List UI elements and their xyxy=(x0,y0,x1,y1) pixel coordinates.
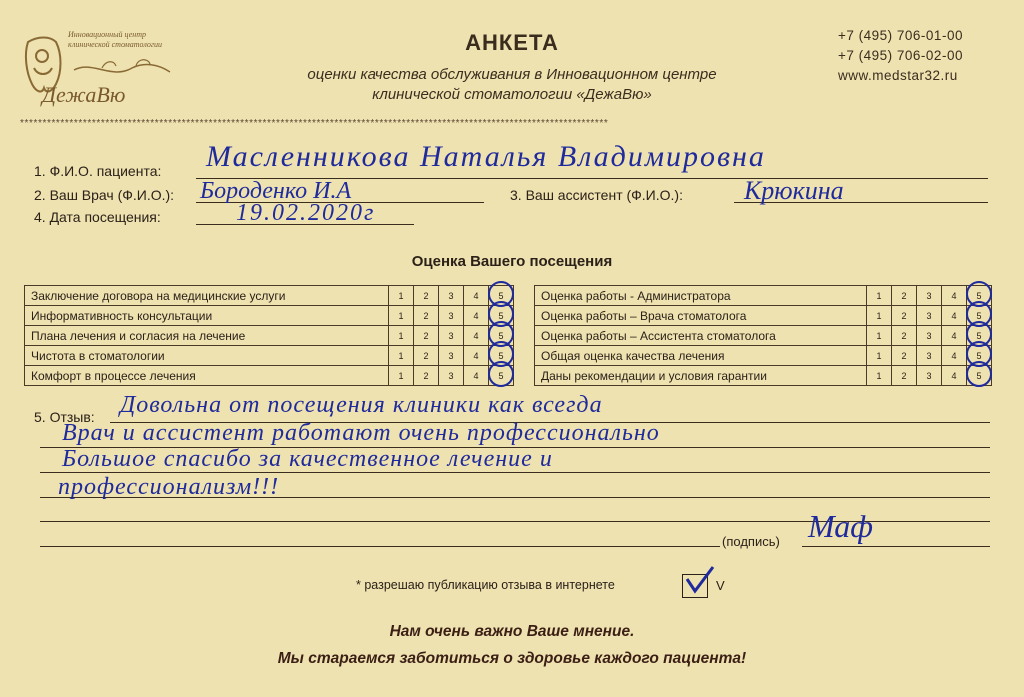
left-row-label: Чистота в стоматологии xyxy=(25,346,389,366)
score-option-3[interactable] xyxy=(439,346,464,366)
score-option-2[interactable] xyxy=(414,306,439,326)
score-option-label: 4 xyxy=(951,310,957,321)
consent-mark: V xyxy=(716,578,725,593)
score-option-3[interactable] xyxy=(439,286,464,306)
right-row-label: Общая оценка качества лечения xyxy=(535,346,867,366)
score-option-label: 2 xyxy=(901,310,907,321)
score-option-label: 4 xyxy=(473,330,479,341)
right-row xyxy=(535,306,992,326)
score-option-4[interactable] xyxy=(942,366,967,386)
doctor-label: 2. Ваш Врач (Ф.И.О.): xyxy=(34,187,175,203)
consent-text: * разрешаю публикацию отзыва в интернете xyxy=(356,578,615,592)
score-option-label: 2 xyxy=(423,350,429,361)
score-option-label: 5 xyxy=(498,350,504,361)
score-option-label: 4 xyxy=(473,310,479,321)
score-option-2[interactable] xyxy=(892,366,917,386)
left-row xyxy=(25,306,514,326)
score-option-label: 5 xyxy=(498,330,504,341)
score-option-label: 1 xyxy=(876,290,882,301)
score-option-label: 2 xyxy=(423,310,429,321)
left-row-label: Информативность консультации xyxy=(25,306,389,326)
score-option-label: 5 xyxy=(976,290,982,301)
logo-name: ДежаВю xyxy=(42,82,126,107)
review-text-4[interactable]: профессионализм!!! xyxy=(58,474,280,500)
rating-section-title: Оценка Вашего посещения xyxy=(411,253,613,270)
score-option-2[interactable] xyxy=(414,366,439,386)
left-row-label: Комфорт в процессе лечения xyxy=(25,366,389,386)
score-option-4[interactable] xyxy=(464,286,489,306)
score-option-5[interactable] xyxy=(967,366,992,386)
website-link[interactable]: www.medstar32.ru xyxy=(838,68,958,83)
score-option-3[interactable] xyxy=(917,286,942,306)
signature: Маф xyxy=(808,508,873,544)
score-option-2[interactable] xyxy=(892,306,917,326)
footer-line-1: Нам очень важно Ваше мнение. xyxy=(389,623,635,640)
patient-name-value[interactable]: Масленникова Наталья Владимировна xyxy=(206,140,766,173)
left-row xyxy=(25,366,514,386)
score-option-label: 2 xyxy=(423,370,429,381)
score-option-label: 1 xyxy=(398,370,404,381)
score-option-label: 5 xyxy=(498,310,504,321)
right-row xyxy=(535,286,992,306)
score-option-label: 2 xyxy=(423,330,429,341)
score-option-label: 2 xyxy=(901,290,907,301)
right-row xyxy=(535,346,992,366)
assistant-value[interactable]: Крюкина xyxy=(744,176,844,205)
form-title: АНКЕТА xyxy=(465,30,559,55)
score-option-4[interactable] xyxy=(464,306,489,326)
score-option-label: 1 xyxy=(876,370,882,381)
score-option-1[interactable] xyxy=(389,366,414,386)
score-option-3[interactable] xyxy=(917,346,942,366)
star-divider: *********************************************************************************************************************************** xyxy=(20,118,609,129)
score-option-1[interactable] xyxy=(867,366,892,386)
signature-label: (подпись) xyxy=(722,534,780,549)
score-option-label: 3 xyxy=(926,330,932,341)
score-option-label: 3 xyxy=(448,290,454,301)
score-option-4[interactable] xyxy=(942,346,967,366)
score-option-label: 1 xyxy=(876,310,882,321)
score-option-3[interactable] xyxy=(439,326,464,346)
score-option-3[interactable] xyxy=(439,306,464,326)
score-option-label: 3 xyxy=(448,350,454,361)
logo-line-1: Инновационный центр xyxy=(68,30,146,39)
score-option-label: 2 xyxy=(901,330,907,341)
score-option-label: 4 xyxy=(951,290,957,301)
right-row xyxy=(535,366,992,386)
score-option-4[interactable] xyxy=(942,306,967,326)
rating-table-left xyxy=(24,285,514,386)
score-option-label: 3 xyxy=(926,350,932,361)
score-option-4[interactable] xyxy=(464,346,489,366)
score-option-label: 5 xyxy=(976,310,982,321)
score-option-3[interactable] xyxy=(917,306,942,326)
score-option-2[interactable] xyxy=(414,346,439,366)
review-label: 5. Отзыв: xyxy=(34,409,95,425)
assistant-label: 3. Ваш ассистент (Ф.И.О.): xyxy=(510,187,683,203)
right-row-label: Оценка работы – Врача стоматолога xyxy=(535,306,867,326)
selected-score-circle xyxy=(966,361,992,387)
phone-1: +7 (495) 706-01-00 xyxy=(838,28,963,43)
score-option-label: 4 xyxy=(473,350,479,361)
score-option-label: 2 xyxy=(423,290,429,301)
score-option-2[interactable] xyxy=(414,286,439,306)
score-option-label: 3 xyxy=(448,310,454,321)
score-option-4[interactable] xyxy=(464,326,489,346)
score-option-4[interactable] xyxy=(942,286,967,306)
left-row xyxy=(25,346,514,366)
score-option-1[interactable] xyxy=(389,306,414,326)
review-text-2[interactable]: Врач и ассистент работают очень профессионально xyxy=(62,420,660,446)
score-option-label: 5 xyxy=(498,370,504,381)
score-option-3[interactable] xyxy=(917,366,942,386)
review-text-1[interactable]: Довольна от посещения клиники как всегда xyxy=(120,392,603,418)
score-option-label: 1 xyxy=(398,290,404,301)
score-option-label: 5 xyxy=(976,330,982,341)
score-option-label: 5 xyxy=(976,370,982,381)
score-option-label: 2 xyxy=(901,350,907,361)
form-subtitle-1: оценки качества обслуживания в Инновационном центре xyxy=(307,66,717,83)
left-row-label: Заключение договора на медицинские услуги xyxy=(25,286,389,306)
score-option-label: 1 xyxy=(398,350,404,361)
score-option-label: 1 xyxy=(876,350,882,361)
checkmark-icon xyxy=(683,565,717,595)
selected-score-circle xyxy=(488,361,514,387)
score-option-2[interactable] xyxy=(414,326,439,346)
visit-date-value[interactable]: 19.02.2020г xyxy=(236,200,376,226)
score-option-label: 3 xyxy=(926,310,932,321)
form-subtitle-2: клинической стоматологии «ДежаВю» xyxy=(372,86,652,103)
visit-date-label: 4. Дата посещения: xyxy=(34,209,161,225)
score-option-1[interactable] xyxy=(867,346,892,366)
score-option-1[interactable] xyxy=(867,286,892,306)
score-option-label: 4 xyxy=(951,350,957,361)
doctor-value[interactable]: Бороденко И.А xyxy=(200,178,352,204)
logo-line-2: клинической стоматологии xyxy=(68,40,163,49)
score-option-4[interactable] xyxy=(942,326,967,346)
signature-line xyxy=(40,546,720,547)
patient-name-label: 1. Ф.И.О. пациента: xyxy=(34,163,162,179)
score-option-3[interactable] xyxy=(917,326,942,346)
right-row-label: Оценка работы - Администратора xyxy=(535,286,867,306)
score-option-label: 4 xyxy=(951,370,957,381)
score-option-label: 3 xyxy=(926,290,932,301)
score-option-label: 3 xyxy=(448,330,454,341)
score-option-label: 1 xyxy=(398,330,404,341)
score-option-1[interactable] xyxy=(389,346,414,366)
score-option-2[interactable] xyxy=(892,346,917,366)
score-option-label: 4 xyxy=(473,290,479,301)
score-option-2[interactable] xyxy=(892,326,917,346)
left-row xyxy=(25,286,514,306)
left-row xyxy=(25,326,514,346)
right-row xyxy=(535,326,992,346)
score-option-label: 3 xyxy=(926,370,932,381)
score-option-label: 4 xyxy=(951,330,957,341)
left-row-label: Плана лечения и согласия на лечение xyxy=(25,326,389,346)
right-row-label: Даны рекомендации и условия гарантии xyxy=(535,366,867,386)
score-option-1[interactable] xyxy=(867,306,892,326)
rating-table-right xyxy=(534,285,992,386)
score-option-1[interactable] xyxy=(867,326,892,346)
score-option-label: 4 xyxy=(473,370,479,381)
phone-2: +7 (495) 706-02-00 xyxy=(838,48,963,63)
score-option-5[interactable] xyxy=(489,366,514,386)
score-option-label: 3 xyxy=(448,370,454,381)
score-option-1[interactable] xyxy=(389,286,414,306)
score-option-4[interactable] xyxy=(464,366,489,386)
score-option-1[interactable] xyxy=(389,326,414,346)
score-option-label: 5 xyxy=(976,350,982,361)
score-option-3[interactable] xyxy=(439,366,464,386)
review-text-3[interactable]: Большое спасибо за качественное лечение и xyxy=(62,446,553,472)
score-option-label: 1 xyxy=(398,310,404,321)
consent-checkbox[interactable] xyxy=(682,574,708,598)
score-option-label: 1 xyxy=(876,330,882,341)
signature-underline xyxy=(802,546,990,547)
footer-line-2: Мы стараемся заботиться о здоровье каждого пациента! xyxy=(277,650,747,667)
score-option-label: 2 xyxy=(901,370,907,381)
right-row-label: Оценка работы – Ассистента стоматолога xyxy=(535,326,867,346)
score-option-2[interactable] xyxy=(892,286,917,306)
score-option-label: 5 xyxy=(498,290,504,301)
